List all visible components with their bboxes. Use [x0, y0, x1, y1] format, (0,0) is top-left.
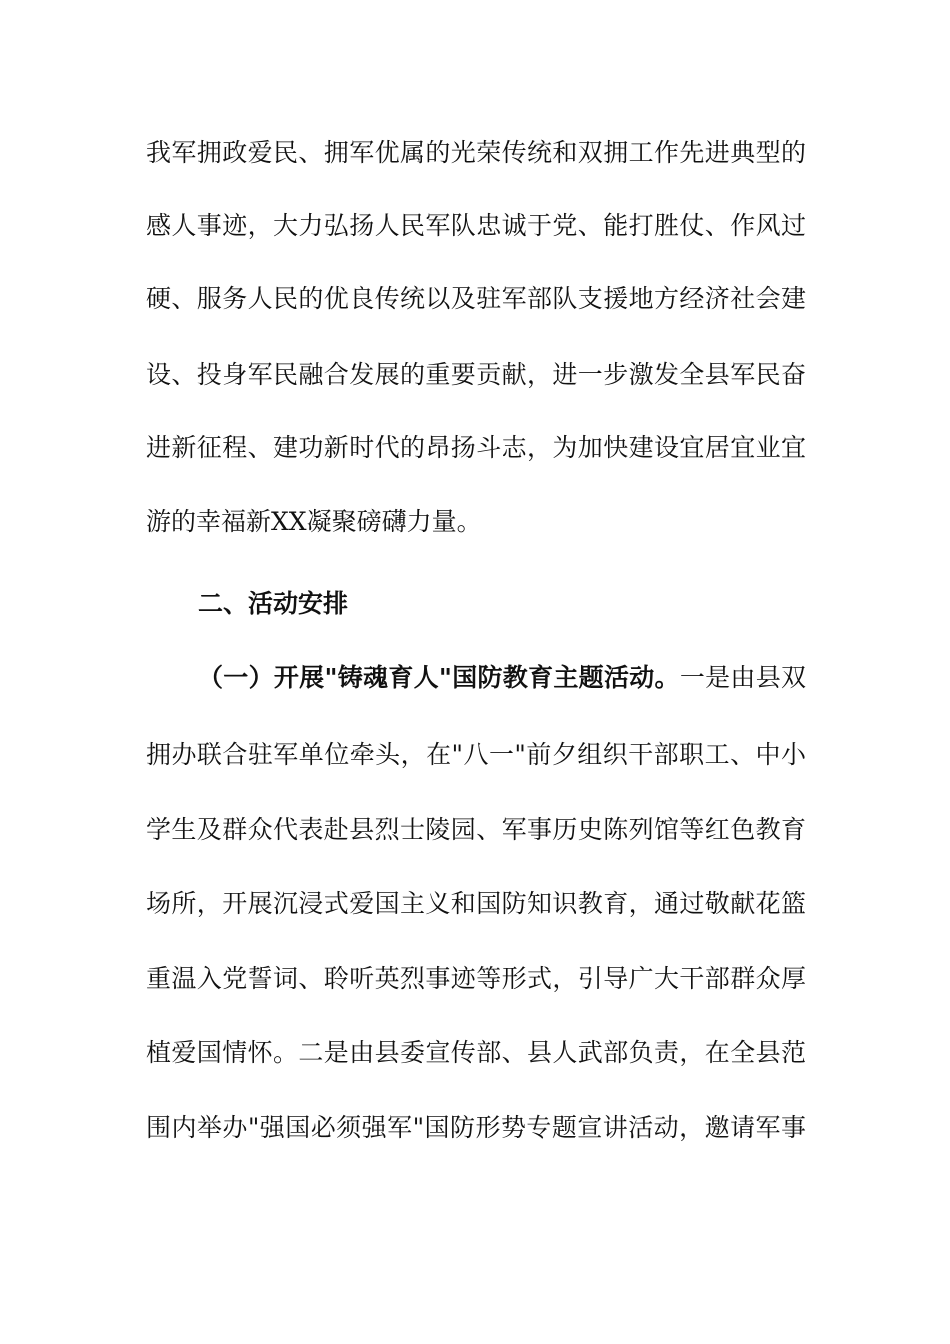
text-line: 感人事迹，大力弘扬人民军队忠诚于党、能打胜仗、作风过 [146, 211, 806, 240]
text-line: 植爱国情怀。二是由县委宣传部、县人武部负责，在全县范 [146, 1038, 806, 1067]
text-line: 学生及群众代表赴县烈士陵园、军事历史陈列馆等红色教育 [146, 815, 806, 844]
text-line: 进新征程、建功新时代的昂扬斗志，为加快建设宜居宜业宜 [146, 433, 806, 462]
text-line: 游的幸福新XX凝聚磅礴力量。 [146, 507, 482, 536]
text-line: 场所，开展沉浸式爱国主义和国防知识教育，通过敬献花篮 [146, 889, 806, 918]
text-line: 硬、服务人民的优良传统以及驻军部队支援地方经济社会建 [146, 284, 806, 313]
subsection-first-line [198, 658, 806, 698]
section-heading: 二、活动安排 [198, 589, 349, 618]
text-line: 我军拥政爱民、拥军优属的光荣传统和双拥工作先进典型的 [146, 138, 806, 167]
subsection-first-line-text: 一是由县双 [679, 663, 806, 692]
text-line: 围内举办"强国必须强军"国防形势专题宣讲活动，邀请军事 [146, 1113, 806, 1142]
text-line: 设、投身军民融合发展的重要贡献，进一步激发全县军民奋 [146, 360, 806, 389]
subsection-title: （一）开展"铸魂育人"国防教育主题活动。 [198, 663, 680, 692]
text-line: 重温入党誓词、聆听英烈事迹等形式，引导广大干部群众厚 [146, 964, 806, 993]
text-line: 拥办联合驻军单位牵头，在"八一"前夕组织干部职工、中小 [146, 740, 806, 769]
